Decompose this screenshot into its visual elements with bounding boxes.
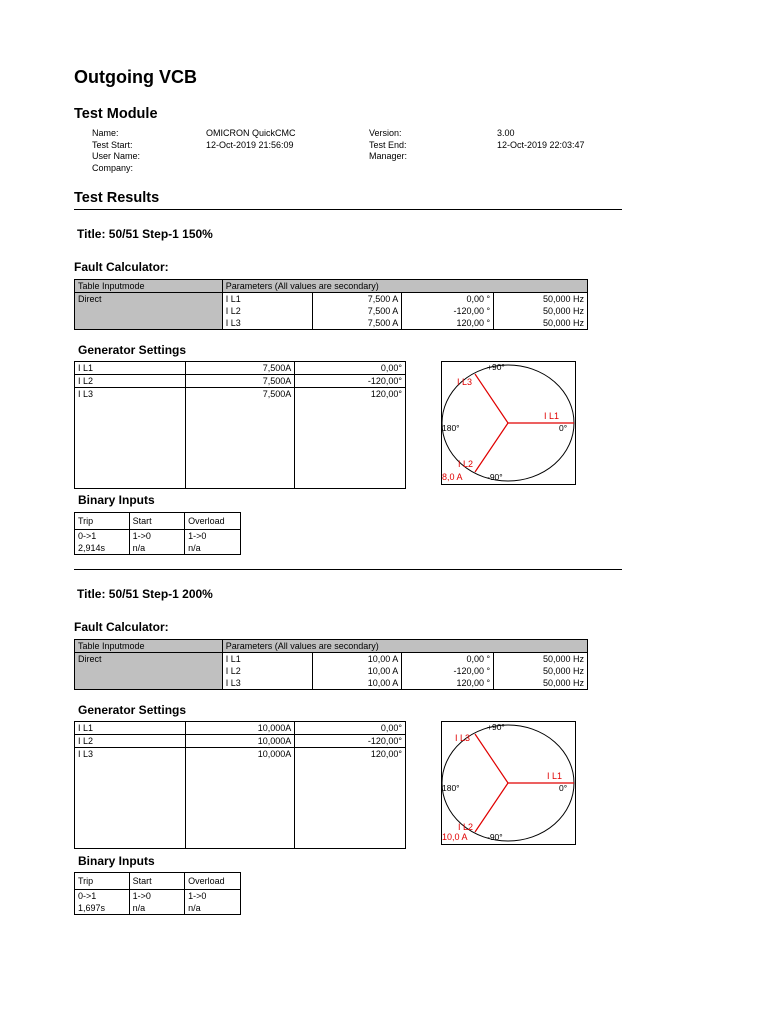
gen-phase-name: I L2 [75,375,186,388]
binary-header-start: Start [129,513,185,530]
fc-phase-name: I L1 [222,653,312,666]
divider [74,209,622,210]
binary-inputs-heading: Binary Inputs [78,493,155,507]
fc-phase-name: I L3 [222,317,312,330]
gen-magnitude: 10,000A [185,748,295,761]
binary-header-overload: Overload [185,873,241,890]
generator-settings-table [74,721,406,849]
phasor-scale-label: 8,0 A [442,472,463,482]
generator-settings-heading: Generator Settings [78,343,187,357]
fault-calculator-table [74,639,588,690]
fc-frequency: 50,000 Hz [494,665,588,677]
fc-phase-name: I L2 [222,665,312,677]
parameters-header: Parameters (All values are secondary) [222,280,587,293]
fc-magnitude: 10,00 A [312,653,402,666]
test-module-values-left [206,128,296,151]
test-module-labels-right [369,128,407,163]
fc-magnitude: 10,00 A [312,665,402,677]
test-start-value: 12-Oct-2019 21:56:09 [206,139,294,150]
fc-angle: -120,00 ° [402,305,494,317]
binary-inputs-table [74,512,241,555]
binary-start-transition: 1->0 [129,530,185,543]
fc-angle: 120,00 ° [402,677,494,690]
phasor-il2-label: I L2 [458,822,474,832]
fc-phase-name: I L1 [222,293,312,306]
gen-angle: -120,00° [295,735,406,748]
binary-overload-transition: 1->0 [185,890,241,903]
phasor-scale-label: 10,0 A [442,832,468,842]
gen-phase-name: I L3 [75,748,186,761]
section-title: Title: 50/51 Step-1 200% [77,587,213,601]
gen-phase-name: I L2 [75,735,186,748]
fc-frequency: 50,000 Hz [494,317,588,330]
phasor-top-label: +90° [487,722,505,732]
input-mode-cell: Direct [75,653,223,690]
company-label: Company: [92,162,134,173]
table-inputmode-header: Table Inputmode [75,640,223,653]
fc-magnitude: 7,500 A [312,305,402,317]
phasor-il3-label: I L3 [455,733,471,743]
fc-magnitude: 7,500 A [312,293,402,306]
test-end-value: 12-Oct-2019 22:03:47 [497,139,585,150]
generator-settings-table [74,361,406,489]
gen-phase-name: I L1 [75,722,186,735]
gen-magnitude: 7,500A [185,388,295,401]
divider [74,569,622,570]
phasor-il1-label: I L1 [547,771,563,781]
binary-start-transition: 1->0 [129,890,185,903]
fc-angle: 120,00 ° [402,317,494,330]
phasor-top-label: +90° [487,362,505,372]
test-module-values-right [497,128,585,151]
parameters-header: Parameters (All values are secondary) [222,640,587,653]
fault-calculator-heading: Fault Calculator: [74,620,169,634]
binary-header-start: Start [129,873,185,890]
gen-angle: -120,00° [295,375,406,388]
phasor-right-label: 0° [559,783,568,793]
binary-trip-transition: 0->1 [75,530,130,543]
generator-settings-heading: Generator Settings [78,703,187,717]
fault-calculator-table [74,279,588,330]
user-name-label: User Name: [92,151,141,161]
phasor-diagram [441,721,576,845]
gen-angle: 120,00° [295,748,406,761]
input-mode-cell: Direct [75,293,223,330]
binary-start-time: n/a [129,542,185,555]
gen-angle: 120,00° [295,388,406,401]
binary-start-time: n/a [129,902,185,915]
binary-overload-time: n/a [185,902,241,915]
gen-magnitude: 10,000A [185,722,295,735]
gen-magnitude: 10,000A [185,735,295,748]
fc-frequency: 50,000 Hz [494,653,588,666]
version-value: 3.00 [497,128,515,138]
binary-trip-time: 1,697s [75,902,130,915]
fc-phase-name: I L3 [222,677,312,690]
binary-header-trip: Trip [75,873,130,890]
binary-inputs-heading: Binary Inputs [78,854,155,868]
test-start-label: Test Start: [92,139,133,150]
binary-trip-transition: 0->1 [75,890,130,903]
test-module-labels-left [92,128,140,174]
fault-calculator-heading: Fault Calculator: [74,260,169,274]
section-title: Title: 50/51 Step-1 150% [77,227,213,241]
gen-magnitude: 7,500A [185,375,295,388]
phasor-left-label: 180° [442,783,460,793]
phasor-right-label: 0° [559,423,568,433]
binary-header-trip: Trip [75,513,130,530]
page-title: Outgoing VCB [74,67,197,87]
binary-trip-time: 2,914s [75,542,130,555]
phasor-bottom-label: -90° [487,472,503,482]
binary-overload-time: n/a [185,542,241,555]
manager-label: Manager: [369,151,408,161]
phasor-bottom-label: -90° [487,832,503,842]
version-label: Version: [369,128,402,138]
fc-angle: 0,00 ° [402,293,494,306]
phasor-il1-label: I L1 [544,411,560,421]
gen-phase-name: I L1 [75,362,186,375]
gen-magnitude: 7,500A [185,362,295,375]
fc-magnitude: 10,00 A [312,677,402,690]
fc-magnitude: 7,500 A [312,317,402,330]
fc-frequency: 50,000 Hz [494,677,588,690]
name-label: Name: [92,128,119,138]
binary-inputs-table [74,872,241,915]
test-end-label: Test End: [369,139,407,150]
name-value: OMICRON QuickCMC [206,128,296,138]
phasor-diagram [441,361,576,485]
binary-header-overload: Overload [185,513,241,530]
fc-frequency: 50,000 Hz [494,305,588,317]
test-results-heading: Test Results [74,190,160,206]
fc-phase-name: I L2 [222,305,312,317]
table-inputmode-header: Table Inputmode [75,280,223,293]
gen-angle: 0,00° [295,362,406,375]
gen-phase-name: I L3 [75,388,186,401]
binary-overload-transition: 1->0 [185,530,241,543]
fc-angle: 0,00 ° [402,653,494,666]
phasor-il2-label: I L2 [458,459,474,469]
fc-frequency: 50,000 Hz [494,293,588,306]
phasor-il3-label: I L3 [457,377,473,387]
gen-angle: 0,00° [295,722,406,735]
fc-angle: -120,00 ° [402,665,494,677]
test-module-heading: Test Module [74,106,158,122]
phasor-left-label: 180° [442,423,460,433]
